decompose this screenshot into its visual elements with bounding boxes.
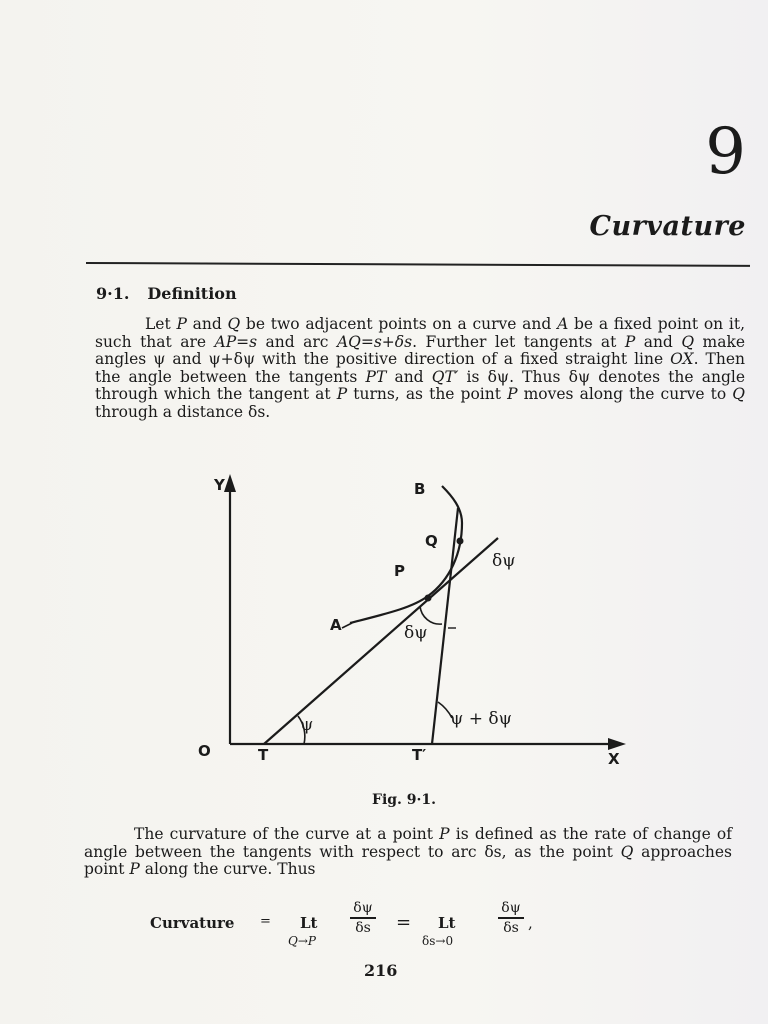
heading-rule bbox=[86, 262, 750, 267]
page-number: 216 bbox=[364, 961, 398, 980]
point-a-label: A bbox=[330, 616, 342, 634]
y-axis-arrowhead bbox=[224, 474, 236, 492]
point-p-dot bbox=[425, 595, 432, 602]
fraction-2-denominator: δs bbox=[503, 919, 519, 936]
fraction-1-bar bbox=[350, 917, 376, 919]
equals-sign: = bbox=[396, 912, 412, 933]
fraction-2-bar bbox=[498, 917, 524, 919]
equation-comma: , bbox=[528, 914, 533, 932]
delta-psi-mid-label: δψ bbox=[404, 623, 428, 643]
fraction-1-denominator: δs bbox=[355, 919, 371, 936]
point-q-dot bbox=[457, 538, 464, 545]
limit-subscript-1: Q→P bbox=[288, 934, 316, 948]
fraction-1-numerator: δψ bbox=[353, 900, 373, 916]
chapter-number: 9 bbox=[705, 115, 746, 189]
limit-symbol-1: Lt bbox=[300, 914, 318, 932]
point-t-prime-label: T′ bbox=[412, 746, 427, 764]
limit-symbol-2: Lt bbox=[438, 914, 456, 932]
point-b-label: B bbox=[414, 480, 426, 498]
fraction-2 bbox=[498, 900, 524, 936]
section-heading bbox=[96, 284, 237, 303]
point-p-label: P bbox=[394, 562, 405, 580]
curvature-paragraph: The curvature of the curve at a point P is defined as the rate of change of angle between the tangents with respect to arc δs, as the point Q approaches point P along the curve. Thus bbox=[84, 825, 732, 878]
y-axis-label: Y bbox=[214, 476, 225, 494]
delta-psi-top-label: δψ bbox=[492, 551, 516, 571]
chapter-title: Curvature bbox=[589, 211, 746, 242]
fraction-2-numerator: δψ bbox=[501, 900, 521, 916]
tangent-angle-figure bbox=[180, 468, 640, 778]
equation-approx-sign: = bbox=[260, 914, 271, 929]
fraction-1 bbox=[350, 900, 376, 936]
limit-subscript-2: δs→0 bbox=[422, 934, 454, 948]
origin-label: O bbox=[198, 742, 211, 760]
curvature-equation bbox=[150, 898, 570, 950]
point-a-tick bbox=[342, 623, 352, 628]
psi-plus-delta-psi-label: ψ + δψ bbox=[450, 709, 512, 729]
section-title: Definition bbox=[147, 284, 237, 303]
definition-paragraph: Let P and Q be two adjacent points on a curve and A be a fixed point on it, such that are AP=s and arc AQ=s+δs. Further let tangents at P and Q make angles ψ and ψ+δψ with the positive direction of a fixed straight line OX. Then the angle between the tangents PT and QT′ is δψ. Thus δψ denotes the angle through which the tangent at P turns, as the point P moves along the curve to Q through a distance δs. bbox=[95, 315, 746, 421]
x-axis-label: X bbox=[608, 750, 620, 768]
figure-caption: Fig. 9·1. bbox=[372, 792, 437, 808]
point-t-label: T bbox=[258, 746, 269, 764]
x-axis-arrowhead bbox=[608, 738, 626, 750]
equation-label: Curvature bbox=[150, 914, 235, 932]
curve-apqb bbox=[350, 486, 462, 623]
psi-label: ψ bbox=[300, 715, 314, 735]
section-number: 9·1. bbox=[96, 284, 130, 303]
delta-psi-arc bbox=[420, 606, 442, 624]
point-q-label: Q bbox=[425, 532, 438, 550]
